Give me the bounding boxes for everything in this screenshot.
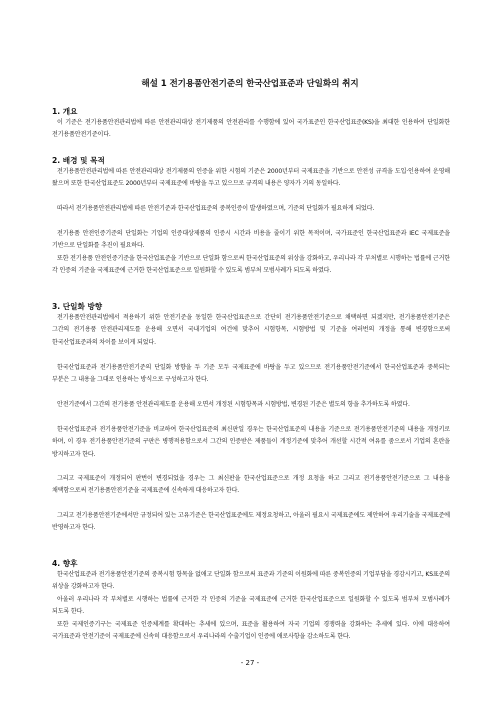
paragraph: 또한 전기용품 안전인증기준을 한국산업표준을 기반으로 단일화 함으로써 한국산업표준의 위상을 강화하고, 우리나라 각 부처별로 시행하는 법률에 근거한 각 인증의 기준을 국제표준에 근거한 한국산업표준으로 일원화할 수 있도록 범부처 모범사례가 되도록 하였다.: [52, 255, 450, 275]
paragraph: 이 기준은 전기용품안전관리법에 따른 안전관리대상 전기제품의 안전관리를 수행함에 있어 국가표준인 한국산업표준(KS)을 최대한 인용하여 단일화한 전기용품안전기준이다.: [52, 119, 450, 139]
section-heading-overview: 1. 개요: [52, 107, 78, 116]
paragraph: 전기용품안전관리법에 따른 안전관리대상 전기제품의 인증을 위한 시험의 기준은 2000년부터 국제표준을 기반으로 안전성 규격을 도입·인용하여 운영해 왔으며 또한 한국산업표준도 2000년부터 국제표준에 바탕을 두고 있으므로 규격의 내용은 양자가 거의 동일하다.: [52, 168, 450, 188]
paragraph: 또한 국제인증기구는 국제표준 인증체계를 확대하는 추세에 있으며, 표준을 활용하여 자국 기업의 경쟁력을 강화하는 추세에 있다. 이에 대응하여 국가표준과 안전기준이 국제표준에 신속히 대응함으로서 우리나라의 수출기업이 인증에 애로사항을 감소하도록 한다.: [52, 621, 450, 641]
page-title: 해설 1 전기용품안전기준의 한국산업표준과 단일화의 취지: [141, 79, 359, 89]
paragraph: 한국산업표준과 전기용품안전기준의 단일화 방향을 두 기준 모두 국제표준에 바탕을 두고 있으므로 전기용품안전기준에서 한국산업표준과 중복되는 부분은 그 내용을 그대로 인용하는 방식으로 구성하고자 한다.: [52, 364, 450, 384]
paragraph: 한국산업표준과 전기용품안전기준의 중복시험 항목을 없애고 단일화 함으로써 표준과 기준의 이원화에 따른 중복인증의 기업부담을 경감시키고, KS표준의 위상을 강화하고자 한다.: [52, 571, 450, 591]
paragraph: 전기용품안전관리법에서 적용하기 위한 안전기준을 동일한 한국산업표준으로 간단히 전기용품안전기준으로 채택하면 되겠지만, 전기용품안전기준은 그간의 전기용품 안전관리제도를 운용해 오면서 국내기업의 여건에 맞추어 시험항목, 시험방법 및 기준을 여러번의 개정을 통해 변경함으로써 한국산업표준과의 차이를 보이게 되었다.: [52, 314, 450, 346]
section-heading-future: 4. 향후: [52, 559, 78, 568]
section-heading-direction: 3. 단일화 방향: [52, 302, 103, 311]
paragraph: 그리고 전기용품안전기준에서만 규정되어 있는 고유기준은 한국산업표준에도 제정요청하고, 아울러 필요시 국제표준에도 제안하여 우리기술을 국제표준에 반영하고자 한다.: [52, 512, 450, 532]
paragraph: 따라서 전기용품안전관리법에 따른 안전기준과 한국산업표준의 중복인증이 발생하였으며, 기준의 단일화가 필요하게 되었다.: [57, 205, 375, 212]
page-number: - 27 -: [240, 659, 260, 667]
section-heading-background: 2. 배경 및 목적: [52, 156, 105, 165]
paragraph: 아울러 우리나라 각 부처별로 시행하는 법률에 근거한 각 인증의 기준을 국제표준에 근거한 한국산업표준으로 일원화할 수 있도록 범부처 모범사례가 되도록 한다.: [52, 596, 450, 616]
paragraph: 전기용품 안전인증기준의 단일화는 기업의 인증대상제품의 인증시 시간과 비용을 줄이기 위한 목적이며, 국가표준인 한국산업표준과 IEC 국제표준을 기반으로 단일화를 추진이 필요하다.: [52, 230, 450, 250]
paragraph: 안전기준에서 그간의 전기용품 안전관리제도를 운용해 오면서 개정된 시험항목과 시험방법, 변경된 기준은 별도의 항을 추가하도록 하였다.: [57, 401, 410, 408]
paragraph: 그리고 국제표준이 개정되어 판번이 변경되었을 경우는 그 최신판을 한국산업표준으로 개정 요청을 하고 그리고 전기용품안전기준으로 그 내용을 채택함으로써 전기용품안전기준을 국제표준에 신속하게 대응하고자 한다.: [52, 475, 450, 495]
paragraph: 한국산업표준과 전기용품안전기준을 비교하여 한국산업표준의 최신판일 경우는 한국산업표준의 내용을 기준으로 전기용품안전기준의 내용을 개정키로 하며, 이 경우 전기용품안전기준의 구판은 병행적용함으로서 그간의 인증받은 제품들이 개정기준에 맞추어 개선할 시간적 여유를 줌으로서 기업의 혼란을 방지하고자 한다.: [52, 426, 450, 458]
